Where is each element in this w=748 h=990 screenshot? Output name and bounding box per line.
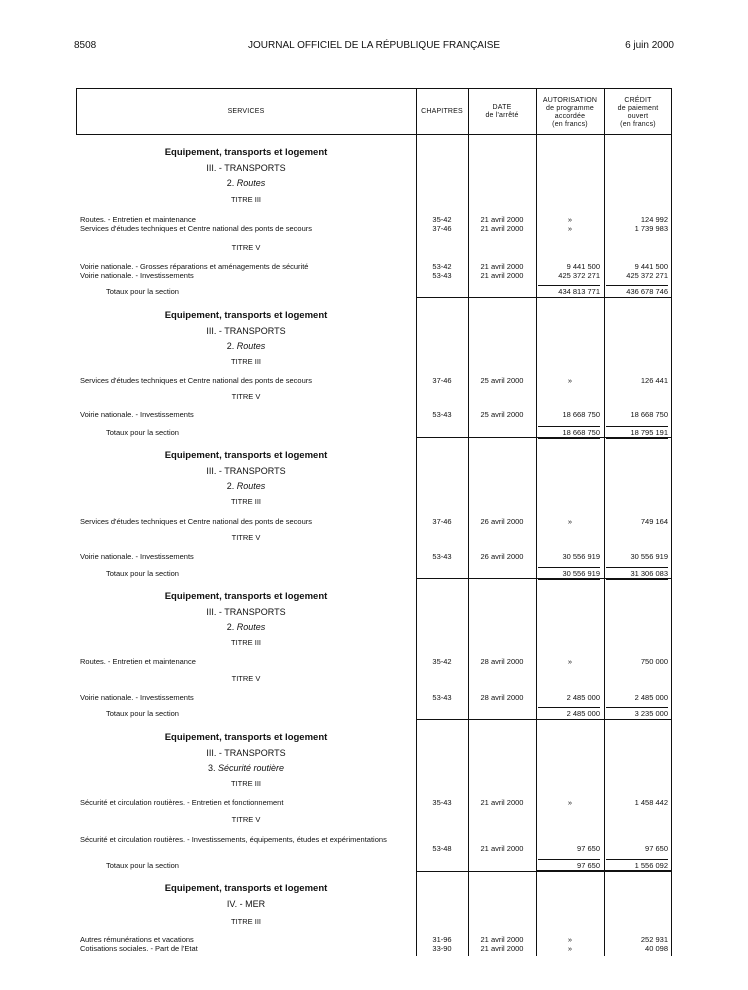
chapitre-cell: 53-43 <box>432 552 452 561</box>
department-heading: Equipement, transports et logement <box>164 310 328 321</box>
total-autorisation: 30 556 919 <box>538 567 600 580</box>
subdivision-heading: III. - TRANSPORTS <box>206 607 286 617</box>
program-heading: 2. Routes <box>226 622 266 632</box>
total-autorisation: 434 813 771 <box>538 285 600 298</box>
total-credit: 1 556 092 <box>606 859 668 872</box>
col-header-services: SERVICES <box>227 108 265 115</box>
credit-cell: 750 000 <box>640 657 668 666</box>
chapitre-cell: 35-42 <box>432 657 452 666</box>
subdivision-heading: IV. - MER <box>226 899 266 909</box>
autorisation-cell: » <box>567 657 573 666</box>
section-top-border <box>536 870 672 871</box>
section-top-border <box>536 578 672 579</box>
titre-heading: TITRE V <box>231 392 261 401</box>
total-credit: 436 678 746 <box>606 285 668 298</box>
date-cell: 21 avril 2000 <box>480 935 524 944</box>
autorisation-cell: » <box>567 798 573 807</box>
chapitre-cell: 53-42 <box>432 262 452 271</box>
credit-cell: 252 931 <box>640 935 668 944</box>
chapitre-cell: 37-46 <box>432 224 452 233</box>
total-autorisation: 2 485 000 <box>538 707 600 720</box>
table-top-border <box>76 88 672 89</box>
total-label: Totaux pour la section <box>106 861 416 870</box>
total-label: Totaux pour la section <box>106 428 416 437</box>
total-label: Totaux pour la section <box>106 287 416 296</box>
titre-heading: TITRE V <box>231 533 261 542</box>
program-heading: 3. Sécurité routière <box>207 763 285 773</box>
chapitre-cell: 53-43 <box>432 271 452 280</box>
department-heading: Equipement, transports et logement <box>164 147 328 158</box>
date-cell: 25 avril 2000 <box>480 410 524 419</box>
total-credit: 18 795 191 <box>606 426 668 439</box>
service-label: Routes. - Entretien et maintenance <box>80 215 410 224</box>
service-label: Sécurité et circulation routières. - Investissements, équipements, études et expérimentations <box>80 835 410 853</box>
department-heading: Equipement, transports et logement <box>164 732 328 743</box>
service-label: Voirie nationale. - Investissements <box>80 271 410 280</box>
total-label: Totaux pour la section <box>106 569 416 578</box>
credit-cell: 1 739 983 <box>634 224 668 233</box>
autorisation-cell: 30 556 919 <box>562 552 600 561</box>
publication-date: 6 juin 2000 <box>625 40 674 51</box>
credits-table <box>76 88 672 956</box>
chapitre-cell: 31-96 <box>432 935 452 944</box>
chapitre-cell: 53-48 <box>432 844 452 853</box>
date-cell: 21 avril 2000 <box>480 224 524 233</box>
chapitre-cell: 33-90 <box>432 944 452 953</box>
credit-cell: 97 650 <box>645 844 668 853</box>
credit-cell: 2 485 000 <box>634 693 668 702</box>
date-cell: 21 avril 2000 <box>480 215 524 224</box>
credit-cell: 126 441 <box>640 376 668 385</box>
total-credit: 31 306 083 <box>606 567 668 580</box>
col-header-chapitres: CHAPITRES <box>421 108 463 115</box>
autorisation-cell: 97 650 <box>577 844 600 853</box>
chapitre-cell: 35-43 <box>432 798 452 807</box>
date-cell: 21 avril 2000 <box>480 798 524 807</box>
autorisation-cell: 18 668 750 <box>562 410 600 419</box>
journal-title: JOURNAL OFFICIEL DE LA RÉPUBLIQUE FRANÇAISE <box>248 40 501 51</box>
autorisation-cell: » <box>567 224 573 233</box>
autorisation-cell: » <box>567 215 573 224</box>
titre-heading: TITRE III <box>231 195 261 204</box>
titre-heading: TITRE V <box>231 674 261 683</box>
section-top-border <box>536 719 672 720</box>
service-label: Voirie nationale. - Investissements <box>80 410 410 419</box>
credit-cell: 9 441 500 <box>634 262 668 271</box>
credit-cell: 749 164 <box>640 517 668 526</box>
program-heading: 2. Routes <box>226 178 266 188</box>
titre-heading: TITRE V <box>231 815 261 824</box>
service-label: Autres rémunérations et vacations <box>80 935 410 944</box>
autorisation-cell: » <box>567 376 573 385</box>
total-autorisation: 97 650 <box>538 859 600 872</box>
subdivision-heading: III. - TRANSPORTS <box>206 748 286 758</box>
titre-heading: TITRE III <box>231 917 261 926</box>
service-label: Voirie nationale. - Investissements <box>80 693 410 702</box>
col-header-date: DATE de l'arrêté <box>485 104 519 119</box>
date-cell: 28 avril 2000 <box>480 693 524 702</box>
date-cell: 21 avril 2000 <box>480 844 524 853</box>
chapitre-cell: 53-43 <box>432 693 452 702</box>
date-cell: 28 avril 2000 <box>480 657 524 666</box>
chapitre-cell: 35-42 <box>432 215 452 224</box>
credit-cell: 1 458 442 <box>634 798 668 807</box>
service-label: Services d'études techniques et Centre national des ponts de secours <box>80 376 410 385</box>
credit-cell: 40 098 <box>645 944 668 953</box>
total-autorisation: 18 668 750 <box>538 426 600 439</box>
page-header <box>74 40 674 54</box>
titre-heading: TITRE III <box>231 357 261 366</box>
total-credit: 3 235 000 <box>606 707 668 720</box>
department-heading: Equipement, transports et logement <box>164 450 328 461</box>
autorisation-cell: 425 372 271 <box>558 271 600 280</box>
header-bottom-border <box>76 134 672 135</box>
table-right-border <box>671 88 672 956</box>
date-cell: 21 avril 2000 <box>480 262 524 271</box>
program-heading: 2. Routes <box>226 341 266 351</box>
subdivision-heading: III. - TRANSPORTS <box>206 326 286 336</box>
service-label: Voirie nationale. - Grosses réparations et aménagements de sécurité <box>80 262 410 271</box>
autorisation-cell: 2 485 000 <box>566 693 600 702</box>
service-label: Services d'études techniques et Centre national des ponts de secours <box>80 517 410 526</box>
date-cell: 26 avril 2000 <box>480 552 524 561</box>
service-label: Services d'études techniques et Centre national des ponts de secours <box>80 224 410 233</box>
col-header-autorisation: AUTORISATION de programme accordée (en francs) <box>542 97 598 128</box>
titre-heading: TITRE III <box>231 638 261 647</box>
section-bottom-border <box>416 871 672 872</box>
credit-cell: 18 668 750 <box>630 410 668 419</box>
subdivision-heading: III. - TRANSPORTS <box>206 466 286 476</box>
date-cell: 26 avril 2000 <box>480 517 524 526</box>
total-label: Totaux pour la section <box>106 709 416 718</box>
service-label: Voirie nationale. - Investissements <box>80 552 410 561</box>
subdivision-heading: III. - TRANSPORTS <box>206 163 286 173</box>
autorisation-cell: » <box>567 935 573 944</box>
chapitre-cell: 53-43 <box>432 410 452 419</box>
service-label: Sécurité et circulation routières. - Entretien et fonctionnement <box>80 798 410 807</box>
autorisation-cell: » <box>567 944 573 953</box>
service-label: Cotisations sociales. - Part de l'Etat <box>80 944 410 953</box>
titre-heading: TITRE III <box>231 497 261 506</box>
service-label: Routes. - Entretien et maintenance <box>80 657 410 666</box>
program-heading: 2. Routes <box>226 481 266 491</box>
section-top-border <box>536 437 672 438</box>
date-cell: 21 avril 2000 <box>480 271 524 280</box>
credit-cell: 425 372 271 <box>626 271 668 280</box>
autorisation-cell: 9 441 500 <box>566 262 600 271</box>
credit-cell: 30 556 919 <box>630 552 668 561</box>
chapitre-cell: 37-46 <box>432 517 452 526</box>
titre-heading: TITRE III <box>231 779 261 788</box>
department-heading: Equipement, transports et logement <box>164 883 328 894</box>
date-cell: 21 avril 2000 <box>480 944 524 953</box>
date-cell: 25 avril 2000 <box>480 376 524 385</box>
chapitre-cell: 37-46 <box>432 376 452 385</box>
department-heading: Equipement, transports et logement <box>164 591 328 602</box>
section-top-border <box>536 297 672 298</box>
page-number: 8508 <box>74 40 97 51</box>
credit-cell: 124 992 <box>640 215 668 224</box>
autorisation-cell: » <box>567 517 573 526</box>
col-header-credit: CRÉDIT de paiement ouvert (en francs) <box>617 97 659 128</box>
titre-heading: TITRE V <box>231 243 261 252</box>
